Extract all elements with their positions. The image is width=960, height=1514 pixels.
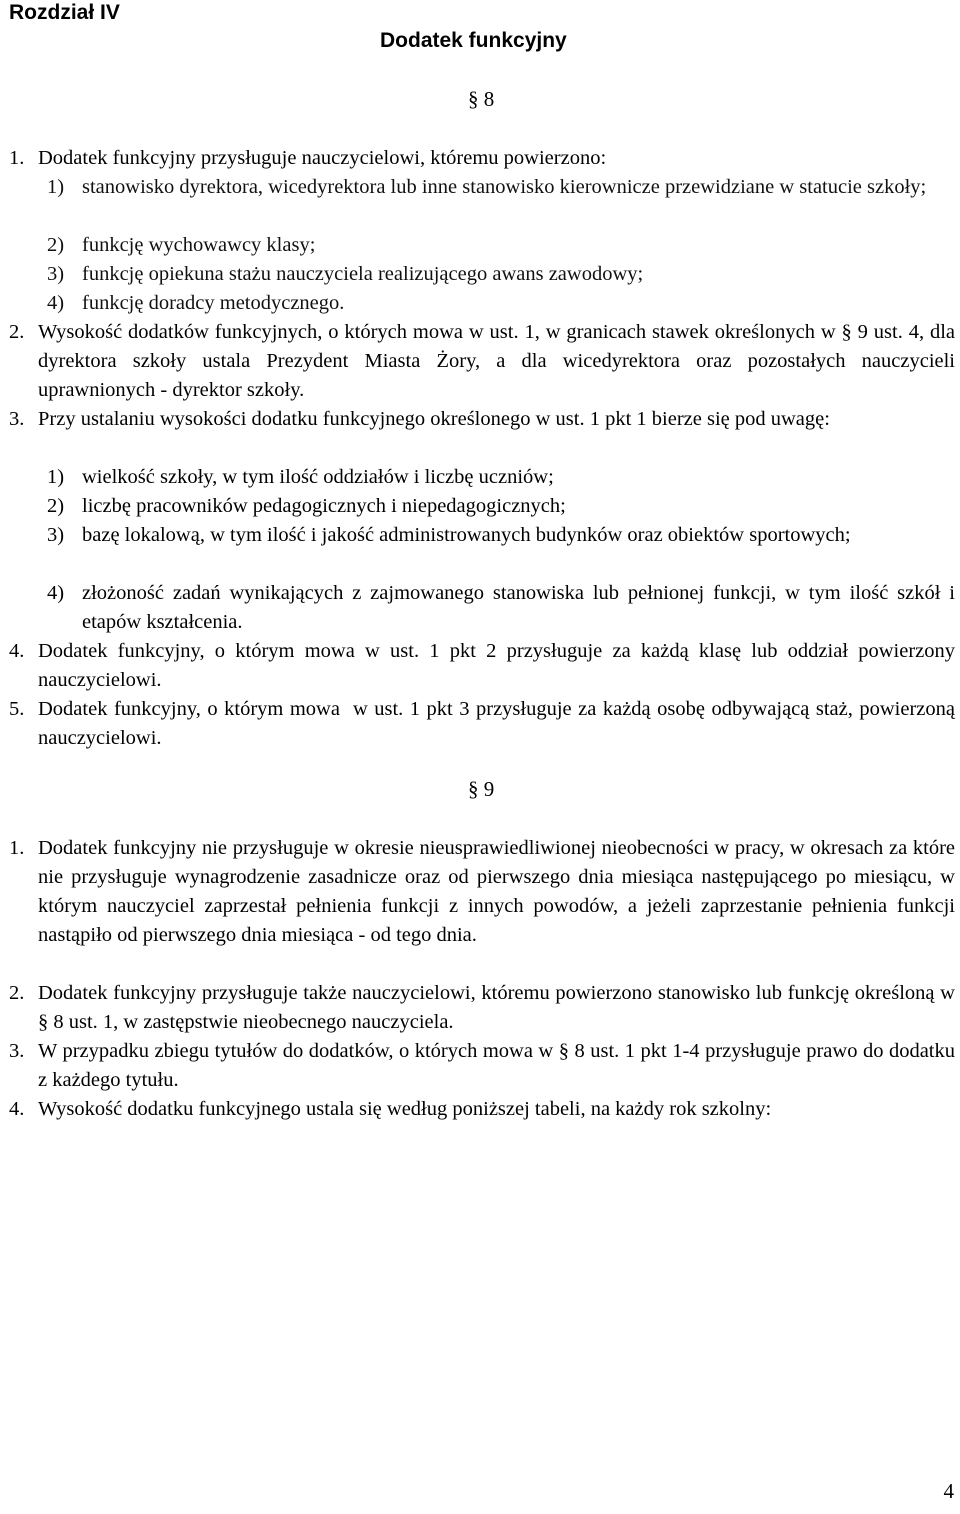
paragraph-number: 4. xyxy=(9,1098,25,1120)
paragraph-number: 5. xyxy=(9,698,25,720)
list-item-text: stanowisko dyrektora, wicedyrektora lub inne stanowisko kierownicze przewidziane w statucie szkoły; xyxy=(82,176,927,198)
paragraph-text: Przy ustalaniu wysokości dodatku funkcyjnego określonego w ust. 1 pkt 1 bierze się pod uwagę: xyxy=(38,408,830,430)
list-item-text: złożoność zadań wynikających z zajmowanego stanowiska lub pełnionej funkcji, w tym ilość szkół i etapów kształcenia. xyxy=(82,582,955,633)
list-item-text: funkcję opiekuna stażu nauczyciela realizującego awans zawodowy; xyxy=(82,263,644,285)
paragraph-text: Wysokość dodatków funkcyjnych, o których mowa w ust. 1, w granicach stawek określonych w § 9 ust. 4, dla dyrektora szkoły ustala Prezydent Miasta Żory, a dla wicedyrektora oraz pozostałych nauczycieli uprawnionych - dyrektor szkoły. xyxy=(38,321,955,401)
paragraph-text: Dodatek funkcyjny przysługuje także nauczycielowi, któremu powierzono stanowisko lub funkcję określoną w § 8 ust. 1, w zastępstwie nieobecnego nauczyciela. xyxy=(38,982,955,1033)
list-item-number: 3) xyxy=(47,524,65,546)
document-title: Dodatek funkcyjny xyxy=(380,29,567,52)
paragraph-number: 2. xyxy=(9,982,25,1004)
list-item-number: 1) xyxy=(47,466,65,488)
list-item-number: 1) xyxy=(47,176,65,198)
paragraph-text: Dodatek funkcyjny przysługuje nauczycielowi, któremu powierzono: xyxy=(38,147,607,169)
paragraph-number: 4. xyxy=(9,640,25,662)
paragraph-number: 3. xyxy=(9,1040,25,1062)
list-item-number: 4) xyxy=(47,292,65,314)
paragraph-text: Dodatek funkcyjny nie przysługuje w okresie nieusprawiedliwionej nieobecności w pracy, w okresach za które nie przysługuje wynagrodzenie zasadnicze oraz od pierwszego dnia miesiąca następującego po miesiącu, w którym nauczyciel zaprzestał pełnienia funkcji z innych powodów, a jeżeli zaprzestanie pełnienia funkcji nastąpiło od pierwszego dnia miesiąca - od tego dnia. xyxy=(38,837,955,946)
paragraph-text: Dodatek funkcyjny, o którym mowa w ust. 1 pkt 2 przysługuje za każdą klasę lub oddział powierzony nauczycielowi. xyxy=(38,640,955,691)
paragraph-number: 2. xyxy=(9,321,25,343)
list-item-text: wielkość szkoły, w tym ilość oddziałów i liczbę uczniów; xyxy=(82,466,554,488)
paragraph-text: W przypadku zbiegu tytułów do dodatków, o których mowa w § 8 ust. 1 pkt 1-4 przysługuje prawo do dodatku z każdego tytułu. xyxy=(38,1040,955,1091)
section-heading-8: § 8 xyxy=(468,87,495,111)
list-item-text: bazę lokalową, w tym ilość i jakość administrowanych budynków oraz obiektów sportowych; xyxy=(82,524,851,546)
paragraph-number: 1. xyxy=(9,147,25,169)
list-item-text: funkcję doradcy metodycznego. xyxy=(82,292,345,314)
section-heading-9: § 9 xyxy=(468,777,495,801)
page-number: 4 xyxy=(943,1479,954,1503)
list-item-number: 2) xyxy=(47,495,65,517)
paragraph-number: 1. xyxy=(9,837,25,859)
paragraph-number: 3. xyxy=(9,408,25,430)
list-item-number: 2) xyxy=(47,234,65,256)
list-item-text: liczbę pracowników pedagogicznych i niepedagogicznych; xyxy=(82,495,566,517)
paragraph-text: Wysokość dodatku funkcyjnego ustala się według poniższej tabeli, na każdy rok szkolny: xyxy=(38,1098,772,1120)
chapter-heading: Rozdział IV xyxy=(9,1,120,24)
list-item-text: funkcję wychowawcy klasy; xyxy=(82,234,316,256)
paragraph-text: Dodatek funkcyjny, o którym mowa w ust. 1 pkt 3 przysługuje za każdą osobę odbywającą staż, powierzoną nauczycielowi. xyxy=(38,698,960,749)
list-item-number: 4) xyxy=(47,582,65,604)
list-item-number: 3) xyxy=(47,263,65,285)
